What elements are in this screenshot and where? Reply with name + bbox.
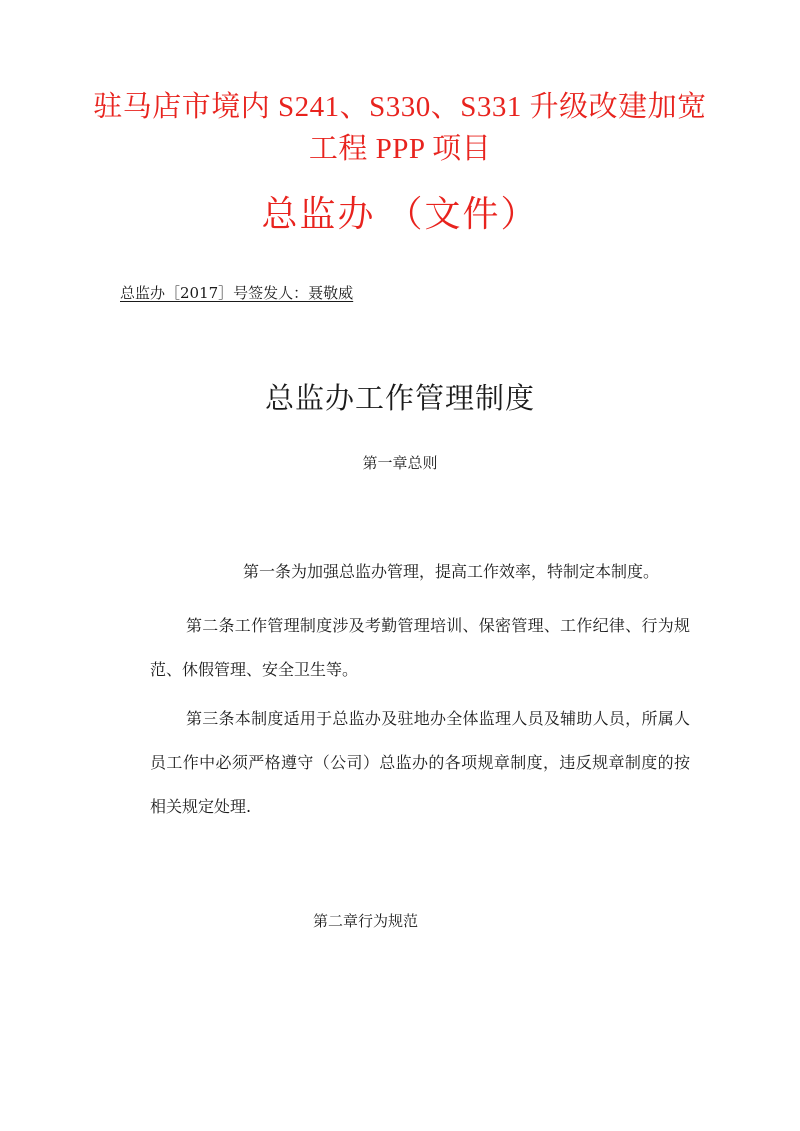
article-2: 第二条工作管理制度涉及考勤管理培训、保密管理、工作纪律、行为规范、休假管理、安全卫生等。 [150,616,690,679]
office-title: 总监办 （文件） [261,194,539,234]
document-title: 总监办工作管理制度 [264,381,535,415]
project-title-line2: 工程 PPP 项目 [308,133,492,165]
chapter-2-title: 第二章行为规范 [313,912,419,930]
article-1: 第一条为加强总监办管理，提高工作效率，特制定本制度。 [243,562,660,581]
article-3: 第三条本制度适用于总监办及驻地办全体监理人员及辅助人员，所属人员工作中必须严格遵守（公司）总监办的各项规章制度，违反规章制度的按相关规定处理. [150,709,690,816]
project-title-line1: 驻马店市境内 S241、S330、S331 升级改建加宽 [93,91,707,123]
doc-number-line: 总监办［2017］号签发人：聂敬威 [120,284,354,302]
chapter-1-title: 第一章总则 [362,454,438,472]
